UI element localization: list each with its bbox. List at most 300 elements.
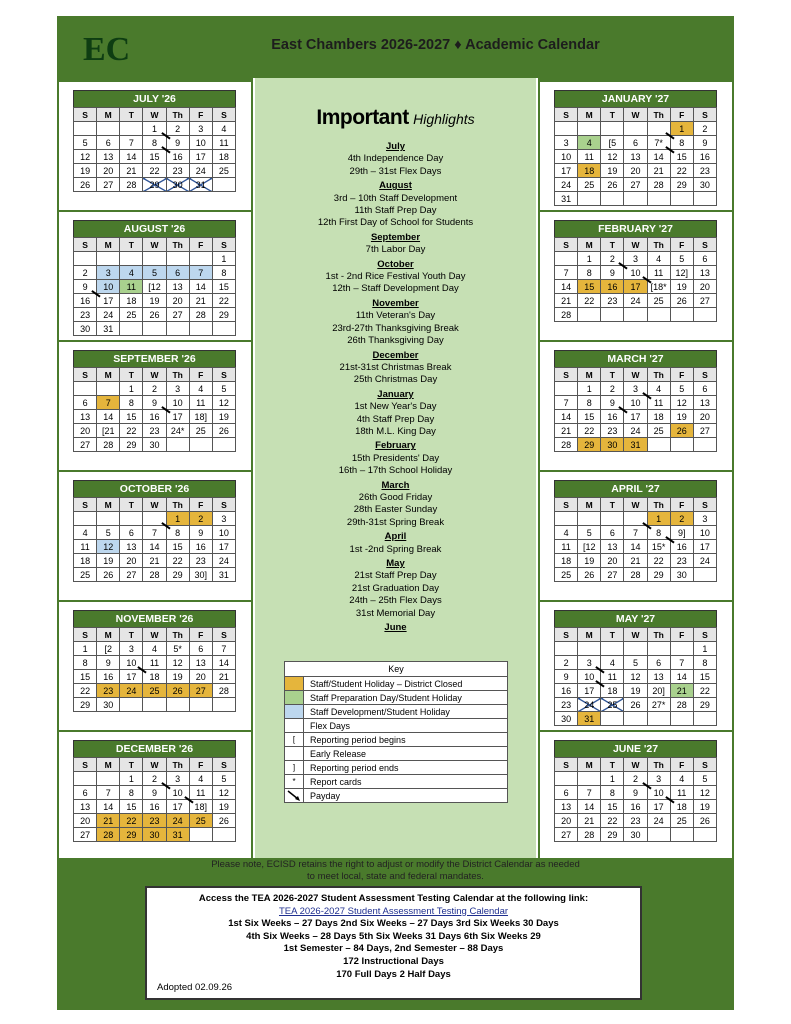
day-cell: 11 [212,136,235,150]
weekday-label: Th [166,628,189,642]
day-cell: 12 [670,396,693,410]
day-cell: 12 [97,540,120,554]
day-cell [166,698,189,712]
month-grid [554,497,717,582]
weekday-header-row [555,368,717,382]
day-cell: 24 [624,424,647,438]
weekday-header-row [555,758,717,772]
weekday-label: F [670,758,693,772]
semesters-line: 1st Semester – 84 Days, 2nd Semester – 88 Days [283,943,504,955]
weekday-label: S [74,498,97,512]
adopted-date: Adopted 02.09.26 [157,982,233,994]
day-cell: 7 [143,526,166,540]
day-cell: 28 [647,178,670,192]
day-cell [555,642,578,656]
day-cell: 23 [143,814,166,828]
day-cell [166,252,189,266]
day-cell: 4 [143,642,166,656]
highlights-heading [255,106,536,130]
weekday-label: W [624,238,647,252]
day-cell [624,642,647,656]
day-cell: 6 [74,786,97,800]
day-cell: 25 [120,308,143,322]
day-cell: 23 [624,814,647,828]
day-cell: 3 [555,136,578,150]
day-cell: 15 [578,410,601,424]
day-cell: 21 [647,164,670,178]
key-row [284,747,508,761]
day-cell: 12 [212,396,235,410]
day-cell: 8 [578,396,601,410]
day-cell: 5 [143,266,166,280]
week-row [555,136,717,150]
day-cell: 2 [143,772,166,786]
weekday-label: Th [166,758,189,772]
week-row [555,814,717,828]
day-cell: 12] [670,266,693,280]
month-title: APRIL '27 [554,480,717,497]
day-cell [624,712,647,726]
day-cell [97,122,120,136]
day-cell: 4 [647,252,670,266]
day-cell: 2 [143,382,166,396]
day-cell: 27 [97,178,120,192]
left-months-panel [57,78,253,858]
day-cell: 8 [143,136,166,150]
day-cell [212,178,235,192]
day-cell: 23 [143,424,166,438]
weekday-label: S [555,108,578,122]
key-row [284,691,508,705]
week-row [555,178,717,192]
day-cell: 21 [212,670,235,684]
day-cell [693,192,716,206]
day-cell: 29 [601,828,624,842]
day-cell [143,322,166,336]
day-cell: 15 [166,540,189,554]
day-cell: 2 [670,512,693,526]
weekday-label: S [212,628,235,642]
highlight-month: September [370,231,421,243]
day-cell: 29 [166,568,189,582]
day-cell: 28 [97,828,120,842]
month-grid [554,107,717,206]
day-cell: 21 [97,814,120,828]
weekday-label: S [212,238,235,252]
day-cell [670,438,693,452]
day-cell: 13 [693,266,716,280]
weekday-label: S [693,368,716,382]
week-row [555,266,717,280]
payday-arrow-icon [285,789,304,802]
day-cell: 3 [120,642,143,656]
month-calendar [73,90,236,192]
day-cell: 18] [189,800,212,814]
weekday-label: S [74,238,97,252]
week-row [74,424,236,438]
day-cell: 30 [670,568,693,582]
day-cell: 22 [578,424,601,438]
day-cell: 22 [693,684,716,698]
highlight-item: 26th Good Friday [358,491,433,503]
day-cell: 8 [120,786,143,800]
day-cell: 4 [189,772,212,786]
highlight-item: 28th Easter Sunday [353,504,438,516]
day-cell: 20 [693,410,716,424]
month-title: FEBRUARY '27 [554,220,717,237]
day-cell [97,512,120,526]
day-cell: 5 [74,136,97,150]
week-row [555,828,717,842]
week-row [74,554,236,568]
highlight-month: January [377,388,414,400]
day-cell: 15 [578,280,601,294]
day-cell: 29 [578,438,601,452]
month-box [59,732,251,860]
day-cell: 22 [166,554,189,568]
day-cell: 30 [693,178,716,192]
weekday-label: F [189,498,212,512]
day-cell: 30 [624,828,647,842]
day-cell: 12 [601,150,624,164]
week-row [555,396,717,410]
weekday-label: Th [166,108,189,122]
month-calendar [554,220,717,322]
week-row [74,382,236,396]
day-cell: 6 [555,786,578,800]
weekday-label: W [143,238,166,252]
highlight-month: April [384,531,407,543]
month-calendar [73,740,236,842]
day-cell [578,308,601,322]
day-cell: 16 [74,294,97,308]
month-box [59,602,251,730]
day-cell [120,252,143,266]
day-cell: 31 [166,828,189,842]
day-cell: 12 [166,656,189,670]
week-row [555,150,717,164]
week-row [74,150,236,164]
week-row [74,670,236,684]
access-box [145,886,642,1000]
key-symbol: [ [285,733,304,746]
week-row [555,554,717,568]
day-cell [670,828,693,842]
weekday-label: F [670,368,693,382]
day-cell: 9 [555,670,578,684]
day-cell: 11 [120,280,143,294]
day-cell: 9 [189,526,212,540]
weekday-label: W [143,108,166,122]
weekday-label: M [578,368,601,382]
day-cell: 19 [601,164,624,178]
day-cell: 21 [120,164,143,178]
day-cell: 26 [143,308,166,322]
day-cell: 22 [143,164,166,178]
day-cell: 26 [670,294,693,308]
weekday-label: Th [647,758,670,772]
day-cell: 17 [624,410,647,424]
day-cell: 13 [693,396,716,410]
day-cell: 4 [189,382,212,396]
week-row [555,308,717,322]
day-cell: 20 [166,294,189,308]
notice-line: Please note, ECISD retains the right to adjust or modify the District Calendar as needed [211,859,580,870]
day-cell: 15 [120,800,143,814]
day-cell: 8 [166,526,189,540]
weekday-header-row [555,498,717,512]
day-cell: 8 [647,526,670,540]
day-cell: 19 [166,670,189,684]
week-row [74,410,236,424]
day-cell: 10 [212,526,235,540]
day-cell: 8 [693,656,716,670]
weekday-label: S [212,758,235,772]
key-label: Early Release [310,748,367,759]
day-cell: 10 [555,150,578,164]
month-title: JANUARY '27 [554,90,717,107]
month-calendar [554,740,717,842]
day-cell: 13 [647,670,670,684]
day-cell: 18 [120,294,143,308]
day-cell: 14 [143,540,166,554]
day-cell: 28 [555,438,578,452]
day-cell: 8 [120,396,143,410]
day-cell: 7 [189,266,212,280]
day-cell: 9 [143,786,166,800]
ec-logo-icon [81,24,131,70]
day-cell [601,122,624,136]
day-cell: 6 [120,526,143,540]
day-cell: [5 [601,136,624,150]
day-cell: 19 [578,554,601,568]
highlights-title: Important [316,106,409,129]
day-cell [670,642,693,656]
month-title: SEPTEMBER '26 [73,350,236,367]
day-cell: 16 [166,150,189,164]
month-box [540,732,732,860]
month-box [59,212,251,340]
day-cell: 2 [601,252,624,266]
day-cell [189,438,212,452]
weekday-label: S [212,498,235,512]
day-cell: 16 [555,684,578,698]
day-cell [120,322,143,336]
day-cell [578,122,601,136]
day-cell: 27 [693,294,716,308]
week-row [555,684,717,698]
week-row [74,540,236,554]
key-symbol: * [285,775,304,788]
day-cell: 2 [74,266,97,280]
month-calendar [554,350,717,452]
day-cell: 29 [212,308,235,322]
highlight-item: 1st -2nd Spring Break [349,543,442,555]
day-cell [601,712,624,726]
day-cell [212,438,235,452]
instructional-days: 172 Instructional Days [343,955,444,967]
day-cell: 5 [212,772,235,786]
weekday-label: F [670,498,693,512]
highlight-item: 29th-31st Spring Break [346,516,445,528]
day-cell: 5 [578,526,601,540]
weekday-label: S [693,238,716,252]
month-grid [73,497,236,582]
day-cell: 25 [189,424,212,438]
header-bar [57,16,734,78]
full-half-days: 170 Full Days 2 Half Days [336,968,451,980]
day-cell [74,772,97,786]
day-cell: 11 [555,540,578,554]
day-cell: 18 [670,800,693,814]
day-cell: 28 [624,568,647,582]
day-cell: 27 [601,568,624,582]
month-grid [73,757,236,842]
day-cell: 1 [578,252,601,266]
day-cell: 22 [601,814,624,828]
day-cell: 26 [166,684,189,698]
day-cell: 1 [212,252,235,266]
weekday-label: Th [166,368,189,382]
six-weeks-line-2: 4th Six Weeks – 28 Days 5th Six Weeks 31 Days 6th Six Weeks 29 [246,930,541,942]
day-cell: 17 [693,540,716,554]
month-title: AUGUST '26 [73,220,236,237]
day-cell: 10 [189,136,212,150]
day-cell: 7 [555,396,578,410]
key-row [284,719,508,733]
month-box [540,472,732,600]
highlight-item: 26th Thanksgiving Day [347,335,444,347]
day-cell [74,512,97,526]
highlight-month: July [385,141,405,152]
weekday-label: W [624,108,647,122]
day-cell: 20 [97,164,120,178]
day-cell: 20 [74,424,97,438]
week-row [74,294,236,308]
day-cell: 14 [624,540,647,554]
month-box [540,82,732,210]
week-row [555,280,717,294]
day-cell: 23 [693,164,716,178]
day-cell: 13 [189,656,212,670]
day-cell: 11 [647,396,670,410]
key-row [284,789,508,803]
day-cell: 7 [555,266,578,280]
week-row [74,136,236,150]
day-cell: 19 [670,280,693,294]
week-row [555,540,717,554]
day-cell: 18 [578,164,601,178]
weekday-label: S [555,628,578,642]
day-cell: 19 [670,410,693,424]
day-cell: 16 [143,800,166,814]
day-cell: 14 [647,150,670,164]
weekday-label: S [74,108,97,122]
day-cell: 13 [601,540,624,554]
week-row [555,656,717,670]
day-cell: 10 [97,280,120,294]
day-cell: 24* [166,424,189,438]
day-cell: 13 [166,280,189,294]
day-cell: 20 [693,280,716,294]
day-cell [97,252,120,266]
highlight-month: December [372,349,419,361]
day-cell: 30 [74,322,97,336]
week-row [74,438,236,452]
day-cell [693,438,716,452]
week-row [74,642,236,656]
highlight-item: 11th Staff Prep Day [354,205,437,217]
highlight-item: 21st Staff Prep Day [354,570,437,582]
day-cell: 1 [74,642,97,656]
day-cell: 11 [601,670,624,684]
day-cell: 29 [120,828,143,842]
day-cell: 20 [601,554,624,568]
day-cell: 5 [97,526,120,540]
week-row [74,122,236,136]
month-title: MARCH '27 [554,350,717,367]
day-cell: 6 [189,642,212,656]
day-cell: 13 [624,150,647,164]
day-cell: 7 [97,786,120,800]
weekday-label: Th [166,498,189,512]
day-cell: 19 [624,684,647,698]
day-cell: 4 [74,526,97,540]
highlight-item: 21st Graduation Day [351,582,440,594]
day-cell: 7 [97,396,120,410]
day-cell: 31 [189,178,212,192]
day-cell [647,828,670,842]
day-cell [555,772,578,786]
day-cell: 31 [578,712,601,726]
weekday-label: S [74,758,97,772]
day-cell: 11 [647,266,670,280]
day-cell: 12 [74,150,97,164]
weekday-label: S [74,628,97,642]
day-cell [647,192,670,206]
day-cell: 2 [601,382,624,396]
weekday-label: M [578,238,601,252]
day-cell [693,712,716,726]
day-cell: 30] [189,568,212,582]
weekday-label: M [97,108,120,122]
highlight-item: 16th – 17th School Holiday [338,465,453,477]
day-cell: 22 [647,554,670,568]
month-calendar [73,480,236,582]
weekday-label: M [97,498,120,512]
weekday-label: Th [647,238,670,252]
day-cell [647,712,670,726]
highlight-item: 12th – Staff Development Day [332,283,459,295]
tea-calendar-link[interactable]: TEA 2026-2027 Student Assessment Testing Calendar [278,905,509,917]
key-label: Staff/Student Holiday – District Closed [310,678,463,689]
week-row [555,438,717,452]
week-row [555,800,717,814]
day-cell [624,192,647,206]
highlights-panel [253,78,538,858]
day-cell: 22 [670,164,693,178]
day-cell: 13 [120,540,143,554]
day-cell: 1 [578,382,601,396]
day-cell: 23 [74,308,97,322]
week-row [555,410,717,424]
weekday-label: S [693,498,716,512]
highlight-item: 1st - 2nd Rice Festival Youth Day [325,271,466,283]
day-cell: 25 [189,814,212,828]
day-cell: 13 [74,410,97,424]
weekday-label: Th [647,368,670,382]
highlight-month: February [375,440,416,452]
